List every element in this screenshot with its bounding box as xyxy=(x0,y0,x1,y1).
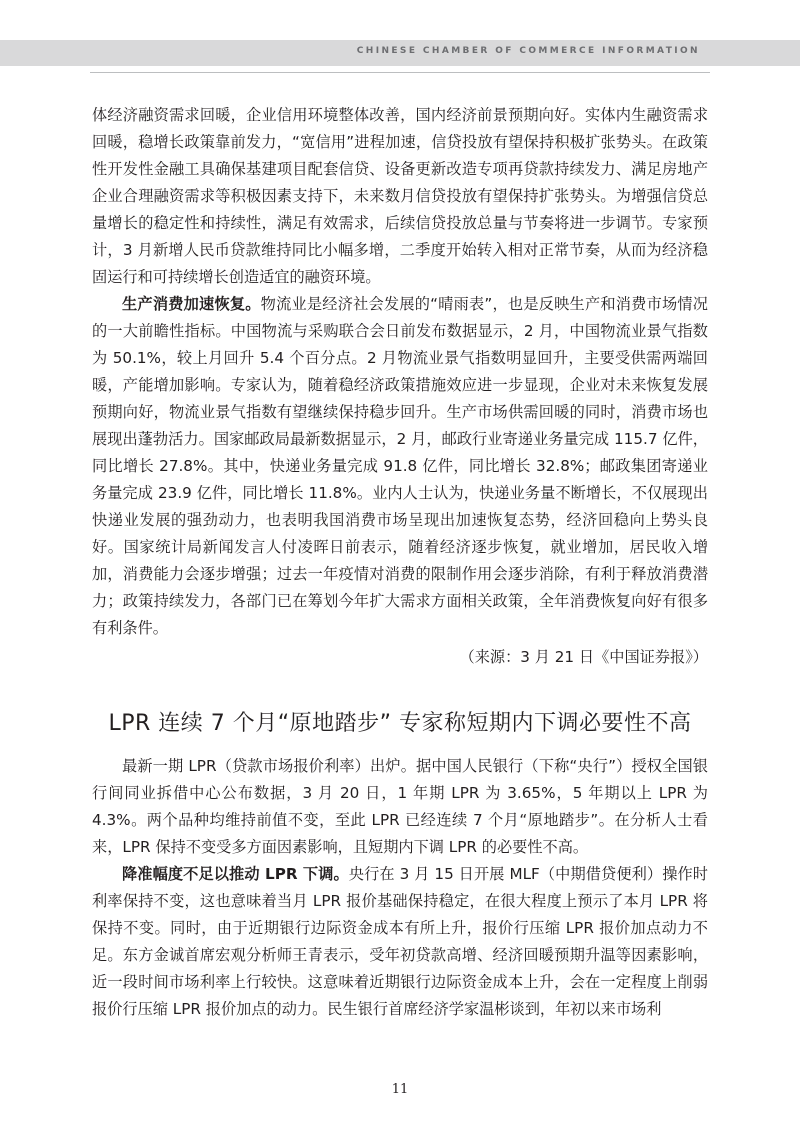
article1-paragraph-2-lead: 生产消费加速恢复。 xyxy=(122,295,261,313)
article2-paragraph-2-lead: 降准幅度不足以推动 LPR 下调。 xyxy=(122,865,349,883)
article1-paragraph-2-body: 物流业是经济社会发展的“晴雨表”，也是反映生产和消费市场情况的一大前瞻性指标。中国物流与采购联合会日前发布数据显示，2 月，中国物流业景气指数为 50.1%，较上月回升 5.4 个百分点。2 月物流业景气指数明显回升，主要受供需两端回暖，产能增加影响。专家认为，随着稳经济政策措施效应进一步显现，企业对未来恢复发展预期向好，物流业景气指数有望继续保持稳步回升。生产市场供需回暖的同时，消费市场也展现出蓬勃活力。国家邮政局最新数据显示，2 月，邮政行业寄递业务量完成 115.7 亿件，同比增长 27.8%。其中，快递业务量完成 91.8 亿件，同比增长 32.8%；邮政集团寄递业务量完成 23.9 亿件，同比增长 11.8%。业内人士认为，快递业务量不断增长，不仅展现出快递业发展的强劲动力，也表明我国消费市场呈现出加速恢复态势，经济回稳向上势头良好。国家统计局新闻发言人付凌晖日前表示，随着经济逐步恢复，就业增加，居民收入增加，消费能力会逐步增强；过去一年疫情对消费的限制作用会逐步消除，有利于释放消费潜力；政策持续发力，各部门已在筹划今年扩大需求方面相关政策，全年消费恢复向好有很多有利条件。 xyxy=(92,295,708,637)
article1-paragraph-1: 体经济融资需求回暖，企业信用环境整体改善，国内经济前景预期向好。实体内生融资需求回暖，稳增长政策靠前发力，“宽信用”进程加速，信贷投放有望保持积极扩张势头。在政策性开发性金融工具确保基建项目配套信贷、设备更新改造专项再贷款持续发力、满足房地产企业合理融资需求等积极因素支持下，未来数月信贷投放有望保持扩张势头。为增强信贷总量增长的稳定性和持续性，满足有效需求，后续信贷投放总量与节奏将进一步调节。专家预计，3 月新增人民币贷款维持同比小幅多增，二季度开始转入相对正常节奏，从而为经济稳固运行和可持续增长创造适宜的融资环境。 xyxy=(92,106,708,286)
article2-paragraph-2 xyxy=(92,861,708,1023)
article2-paragraph-2-body: 央行在 3 月 15 日开展 MLF（中期借贷便利）操作时利率保持不变，这也意味着当月 LPR 报价基础保持稳定，在很大程度上预示了本月 LPR 将保持不变。同时，由于近期银行边际资金成本有所上升，报价行压缩 LPR 报价加点动力不足。东方金诚首席宏观分析师王青表示，受年初贷款高增、经济回暖预期升温等因素影响，近一段时间市场利率上行较快。这意味着近期银行边际资金成本上升，会在一定程度上削弱报价行压缩 LPR 报价加点的动力。民生银行首席经济学家温彬谈到，年初以来市场利 xyxy=(92,865,708,1018)
article1-source: （来源：3 月 21 日《中国证券报》） xyxy=(459,648,708,666)
article1-paragraph-2 xyxy=(92,291,708,642)
article2-title: LPR 连续 7 个月“原地踏步” 专家称短期内下调必要性不高 xyxy=(108,711,692,736)
header-label: CHINESE CHAMBER OF COMMERCE INFORMATION xyxy=(356,46,700,56)
page-number: 11 xyxy=(391,1082,409,1097)
header-divider xyxy=(90,72,710,73)
page-content xyxy=(92,102,708,1023)
article2-paragraph-1: 最新一期 LPR（贷款市场报价利率）出炉。据中国人民银行（下称“央行”）授权全国银行间同业拆借中心公布数据，3 月 20 日，1 年期 LPR 为 3.65%，5 年期以上 LPR 为 4.3%。两个品种均维持前值不变，至此 LPR 已经连续 7 个月“原地踏步”。在分析人士看来，LPR 保持不变受多方面因素影响，且短期内下调 LPR 的必要性不高。 xyxy=(92,757,708,856)
